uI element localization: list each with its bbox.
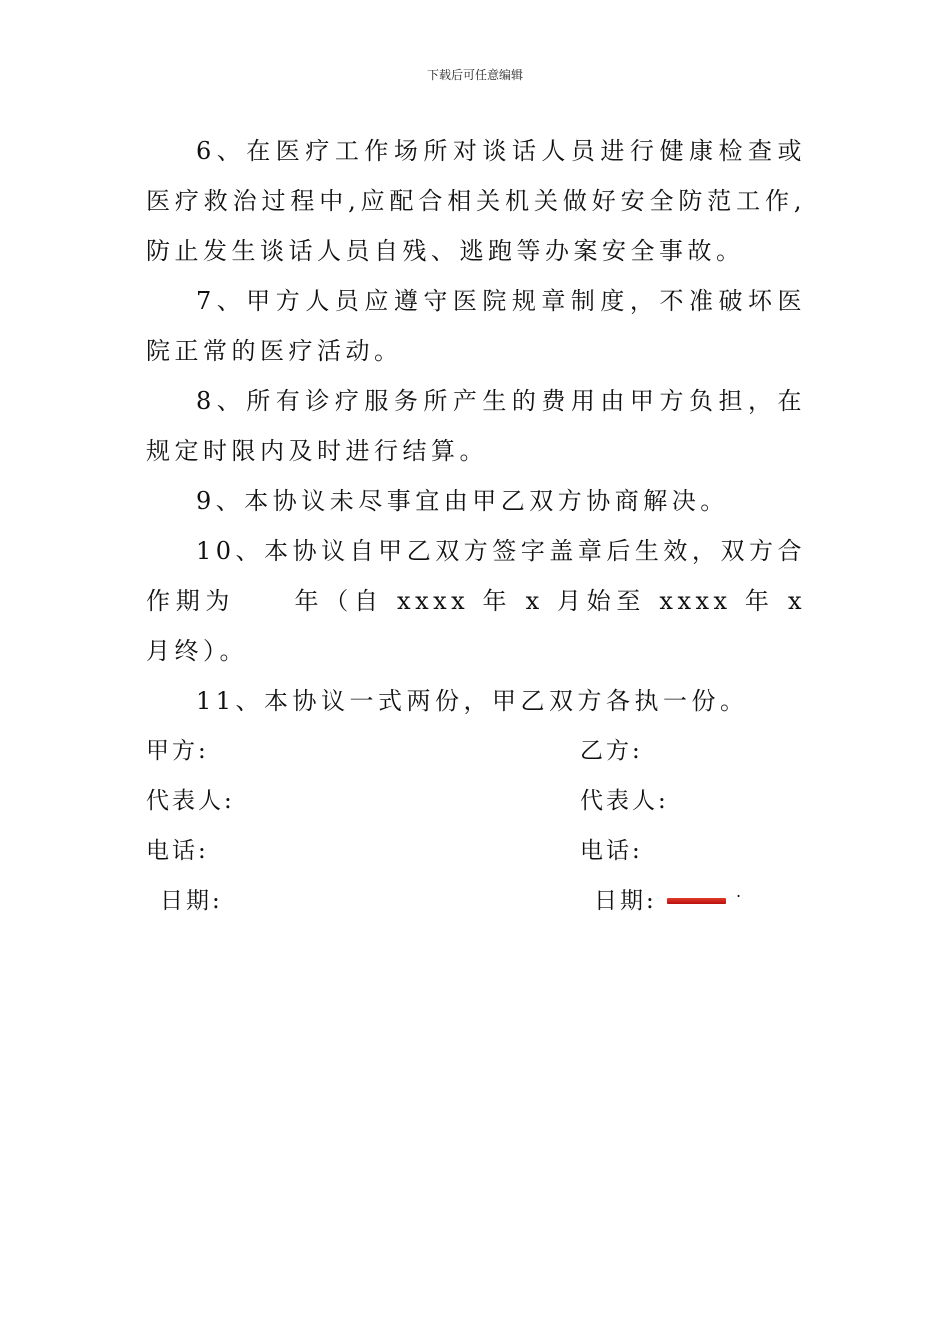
- party-b-phone-label: 电话:: [580, 838, 643, 864]
- clause-6: 6、在医疗工作场所对谈话人员进行健康检查或医疗救治过程中,应配合相关机关做好安全防范工作,防止发生谈话人员自残、逃跑等办案安全事故。: [146, 137, 806, 265]
- clause-11: 11、本协议一式两份，甲乙双方各执一份。: [196, 687, 749, 715]
- party-a-date-label: 日期:: [160, 888, 223, 914]
- party-b-date-label: 日期:: [594, 888, 657, 914]
- clause-9: 9、本协议未尽事宜由甲乙双方协商解决。: [196, 487, 729, 515]
- party-a-label: 甲方:: [146, 738, 209, 764]
- red-redaction-mark: [667, 898, 726, 904]
- clause-10: 10、本协议自甲乙双方签字盖章后生效，双方合作期为 年（自 xxxx 年 x 月始至 xxxx 年 x 月终）。: [146, 537, 806, 665]
- party-a-phone-label: 电话:: [146, 838, 209, 864]
- agreement-clauses: [146, 126, 806, 726]
- clause-8: 8、所有诊疗服务所产生的费用由甲方负担，在规定时限内及时进行结算。: [146, 387, 806, 465]
- party-a-representative-label: 代表人:: [146, 788, 235, 814]
- clause-7: 7、甲方人员应遵守医院规章制度，不准破坏医院正常的医疗活动。: [146, 287, 806, 365]
- party-b-label: 乙方:: [580, 738, 643, 764]
- trailing-period: .: [736, 882, 742, 901]
- header-note: 下载后可任意编辑: [426, 68, 523, 82]
- party-b-representative-label: 代表人:: [580, 788, 669, 814]
